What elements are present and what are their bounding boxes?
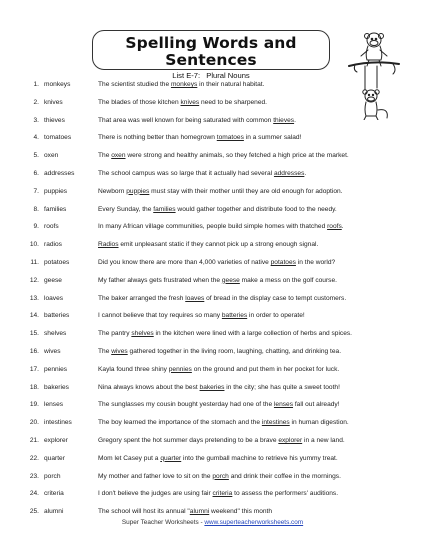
- sentence-end: in their natural habitat.: [197, 81, 265, 88]
- item-number: 13.: [29, 294, 39, 302]
- example-sentence: [98, 294, 346, 304]
- word-row: [27, 400, 407, 418]
- word-row: [27, 205, 407, 223]
- footer: [0, 519, 425, 526]
- sentence-end: fall out already!: [293, 401, 340, 409]
- item-number: 22.: [29, 454, 39, 462]
- sentence-start: The pantry: [98, 330, 132, 338]
- sentence-start: I cannot believe that toy requires so many: [98, 312, 222, 320]
- sentence-start: In many African village communities, people build simple homes with thatched: [98, 223, 328, 231]
- example-sentence: [98, 187, 343, 197]
- item-number: 8.: [33, 205, 39, 213]
- item-number: 1.: [33, 81, 39, 88]
- page-title: Spelling Words and Sentences: [125, 34, 297, 69]
- sentence-end: must stay with their mother until they are old enough for adoption.: [149, 187, 343, 195]
- sentence-end: .: [294, 116, 296, 124]
- spelling-word: batteries: [44, 312, 70, 320]
- item-number: 7.: [33, 187, 39, 195]
- example-sentence: [98, 276, 337, 286]
- item-number: 6.: [33, 169, 39, 177]
- example-sentence: [98, 383, 340, 393]
- item-number: 17.: [29, 365, 39, 373]
- item-number: 25.: [29, 508, 39, 516]
- example-sentence: [98, 205, 337, 215]
- sentence-end: in a summer salad!: [243, 134, 302, 142]
- spelling-word: bakeries: [44, 383, 69, 391]
- spelling-word: loaves: [44, 294, 64, 302]
- spelling-word: intestines: [44, 419, 72, 427]
- word-row: [27, 80, 407, 98]
- underlined-word: oxen: [111, 152, 126, 160]
- sentence-end: in order to operate!: [247, 312, 305, 320]
- sentence-end: weekend" this month: [209, 508, 273, 516]
- example-sentence: [98, 169, 306, 179]
- underlined-word: families: [153, 205, 176, 213]
- item-number: 19.: [29, 401, 39, 409]
- spelling-word: criteria: [44, 490, 64, 498]
- item-number: 16.: [29, 347, 39, 355]
- spelling-word-list: [27, 80, 407, 525]
- item-number: 11.: [30, 258, 39, 266]
- sentence-start: Nina always knows about the best: [98, 383, 200, 391]
- underlined-word: shelves: [131, 330, 154, 338]
- title-box: [92, 30, 330, 80]
- spelling-word: tomatoes: [44, 134, 72, 142]
- sentence-end: gathered together in the living room, laughing, chatting, and drinking tea.: [127, 347, 342, 355]
- example-sentence: [98, 365, 339, 375]
- example-sentence: [98, 329, 352, 339]
- item-number: 2.: [33, 98, 39, 106]
- example-sentence: [98, 507, 272, 517]
- underlined-word: Radios: [98, 241, 119, 249]
- example-sentence: [98, 347, 341, 357]
- sentence-start: There is nothing better than homegrown: [98, 134, 217, 142]
- sentence-start: The baker arranged the fresh: [98, 294, 186, 302]
- item-number: 24.: [29, 490, 39, 498]
- sentence-start: I don't believe the judges are using fair: [98, 490, 213, 498]
- spelling-word: pennies: [44, 365, 68, 373]
- item-number: 5.: [33, 152, 39, 160]
- spelling-word: knives: [44, 98, 63, 106]
- item-number: 14.: [29, 312, 39, 320]
- sentence-end: in the city; she has quite a sweet tooth!: [224, 383, 340, 391]
- underlined-word: wives: [111, 347, 128, 355]
- underlined-word: intestines: [261, 419, 290, 427]
- item-number: 23.: [29, 472, 39, 480]
- example-sentence: [98, 80, 264, 90]
- sentence-start: The boy learned the importance of the stomach and the: [98, 419, 262, 427]
- example-sentence: [98, 222, 344, 232]
- sentence-start: My father always gets frustrated when the: [98, 276, 222, 284]
- underlined-word: pennies: [168, 365, 192, 373]
- example-sentence: [98, 436, 345, 446]
- word-row: [27, 294, 407, 312]
- spelling-word: thieves: [44, 116, 65, 124]
- word-row: [27, 133, 407, 151]
- example-sentence: [98, 418, 349, 428]
- underlined-word: bakeries: [199, 383, 225, 391]
- spelling-word: oxen: [44, 152, 59, 160]
- sentence-end: in the kitchen were lined with a large collection of herbs and spices.: [153, 330, 353, 338]
- underlined-word: quarter: [160, 454, 182, 462]
- word-row: [27, 365, 407, 383]
- spelling-word: lenses: [44, 401, 64, 409]
- footer-text: Super Teacher Worksheets -: [121, 519, 205, 526]
- word-row: [27, 151, 407, 169]
- spelling-word: monkeys: [44, 81, 71, 88]
- sentence-start: Kayla found three shiny: [98, 365, 169, 373]
- sentence-start: Every Sunday, the: [98, 205, 154, 213]
- sentence-start: Newborn: [98, 187, 127, 195]
- word-row: [27, 418, 407, 436]
- word-row: [27, 98, 407, 116]
- list-label: List E-7:: [172, 71, 201, 80]
- spelling-word: puppies: [44, 187, 68, 195]
- word-row: [27, 311, 407, 329]
- example-sentence: [98, 311, 305, 321]
- underlined-word: thieves: [273, 116, 295, 124]
- underlined-word: loaves: [185, 294, 205, 302]
- sentence-end: in human digestion.: [289, 419, 349, 427]
- word-row: [27, 489, 407, 507]
- word-row: [27, 329, 407, 347]
- example-sentence: [98, 400, 340, 410]
- sentence-end: of bread in the display case to tempt customers.: [204, 294, 347, 302]
- sentence-end: would gather together and distribute food to the needy.: [175, 205, 337, 213]
- word-row: [27, 347, 407, 365]
- underlined-word: potatoes: [270, 258, 296, 266]
- word-row: [27, 116, 407, 134]
- example-sentence: [98, 133, 301, 143]
- item-number: 20.: [29, 419, 39, 427]
- underlined-word: porch: [212, 472, 229, 480]
- sentence-end: in a new land.: [302, 436, 345, 444]
- underlined-word: lenses: [273, 401, 294, 409]
- spelling-word: radios: [44, 241, 62, 249]
- sentence-start: That area was well known for being saturated with common: [98, 116, 274, 124]
- spelling-word: explorer: [44, 436, 68, 444]
- item-number: 15.: [29, 330, 39, 338]
- spelling-word: quarter: [44, 454, 65, 462]
- sentence-end: .: [341, 223, 344, 231]
- sentence-end: need to be sharpened.: [199, 98, 268, 106]
- sentence-end: into the gumball machine to retrieve his yummy treat.: [181, 454, 338, 462]
- example-sentence: [98, 151, 349, 161]
- word-row: [27, 258, 407, 276]
- sentence-start: The: [98, 152, 112, 160]
- spelling-word: geese: [44, 276, 62, 284]
- word-row: [27, 436, 407, 454]
- underlined-word: puppies: [126, 187, 150, 195]
- sentence-end: in the world?: [295, 258, 336, 266]
- item-number: 12.: [29, 276, 39, 284]
- word-row: [27, 454, 407, 472]
- item-number: 21.: [29, 436, 39, 444]
- spelling-word: addresses: [44, 169, 75, 177]
- underlined-word: addresses: [273, 169, 305, 177]
- example-sentence: [98, 472, 341, 482]
- item-number: 4.: [33, 134, 39, 142]
- word-row: [27, 383, 407, 401]
- spelling-word: shelves: [44, 330, 67, 338]
- item-number: 9.: [33, 223, 39, 231]
- example-sentence: [98, 240, 318, 250]
- underlined-word: monkeys: [170, 81, 198, 88]
- spelling-word: wives: [44, 347, 61, 355]
- word-row: [27, 169, 407, 187]
- word-row: [27, 276, 407, 294]
- example-sentence: [98, 489, 338, 499]
- sentence-end: and drink their coffee in the mornings.: [228, 472, 341, 480]
- sentence-start: The sunglasses my cousin bought yesterday had one of the: [98, 401, 274, 409]
- example-sentence: [98, 454, 338, 464]
- underlined-word: explorer: [278, 436, 303, 444]
- sentence-start: The school will host its annual ": [98, 508, 190, 516]
- underlined-word: roofs: [327, 223, 342, 231]
- word-row: [27, 240, 407, 258]
- sentence-end: make a mess on the golf course.: [239, 276, 337, 284]
- item-number: 10.: [29, 241, 39, 249]
- spelling-word: potatoes: [44, 258, 70, 266]
- underlined-word: alumni: [189, 508, 210, 516]
- spelling-word: families: [44, 205, 67, 213]
- sentence-start: The blades of those kitchen: [98, 98, 181, 106]
- list-subtitle: [93, 71, 329, 80]
- word-row: [27, 472, 407, 490]
- item-number: 3.: [33, 116, 39, 124]
- example-sentence: [98, 98, 267, 108]
- example-sentence: [98, 116, 296, 126]
- spelling-word: porch: [44, 472, 61, 480]
- underlined-word: criteria: [212, 490, 233, 498]
- word-row: [27, 222, 407, 240]
- sentence-start: Mom let Casey put a: [98, 454, 161, 462]
- underlined-word: tomatoes: [216, 134, 244, 142]
- sentence-end: .: [304, 169, 307, 177]
- item-number: 18.: [29, 383, 39, 391]
- sentence-start: Gregory spent the hot summer days pretending to be a brave: [98, 436, 279, 444]
- sentence-start: The scientist studied the: [98, 81, 171, 88]
- sentence-start: My mother and father love to sit on the: [98, 472, 213, 480]
- sentence-end: emit unpleasant static if they cannot pick up a strong enough signal.: [118, 241, 319, 249]
- footer-link[interactable]: www.superteacherworksheets.com: [204, 519, 304, 526]
- list-name: Plural Nouns: [206, 71, 250, 80]
- sentence-start: The school campus was so large that it actually had several: [98, 169, 274, 177]
- underlined-word: batteries: [221, 312, 248, 320]
- underlined-word: knives: [180, 98, 200, 106]
- sentence-start: The: [98, 347, 112, 355]
- spelling-word: alumni: [44, 508, 64, 516]
- word-row: [27, 187, 407, 205]
- sentence-end: were strong and healthy animals, so they fetched a high price at the market.: [125, 152, 349, 160]
- sentence-end: on the ground and put them in her pocket for luck.: [191, 365, 340, 373]
- sentence-start: Did you know there are more than 4,000 varieties of native: [98, 258, 271, 266]
- spelling-word: roofs: [44, 223, 59, 231]
- underlined-word: geese: [221, 276, 240, 284]
- sentence-end: to assess the performers' auditions.: [232, 490, 339, 498]
- example-sentence: [98, 258, 335, 268]
